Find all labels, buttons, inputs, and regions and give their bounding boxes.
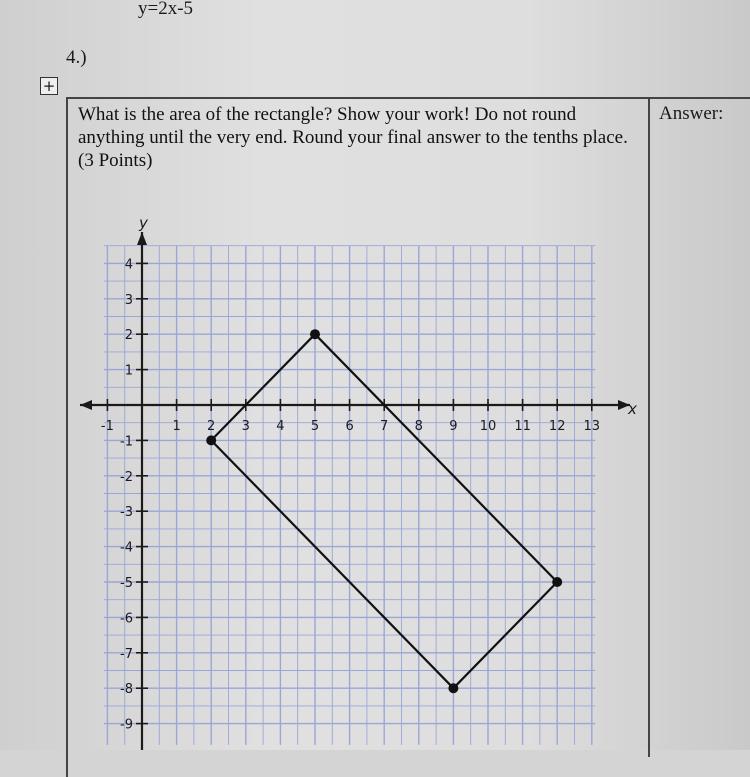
y-tick-label: -6 <box>120 611 133 627</box>
rectangle-vertex-point <box>552 577 562 587</box>
question-prompt: What is the area of the rectangle? Show your work! Do not round anything until the very end. Round your final answer to the tenths place. (3 Points) <box>78 104 628 171</box>
x-tick-label: 6 <box>345 419 354 434</box>
y-tick-label: -2 <box>120 469 133 485</box>
x-tick-label: 12 <box>548 419 566 434</box>
y-tick-label: -4 <box>120 540 133 556</box>
rectangle-vertex-point <box>206 435 216 445</box>
plus-in-box-icon[interactable]: + <box>40 77 58 95</box>
x-tick-label: 5 <box>310 419 320 434</box>
x-tick-label: 11 <box>514 419 531 434</box>
y-tick-label: -9 <box>120 717 133 733</box>
answer-label: Answer: <box>659 103 724 124</box>
y-tick-label: 1 <box>124 363 133 379</box>
x-tick-label: 3 <box>241 419 250 434</box>
y-tick-label: 2 <box>124 328 133 344</box>
y-tick-label: 4 <box>124 257 133 273</box>
y-tick-label: 3 <box>124 292 133 308</box>
x-tick-label: 2 <box>207 419 216 434</box>
x-tick-label: -1 <box>100 419 114 434</box>
question-number: 4.) <box>66 47 87 68</box>
y-tick-label: -7 <box>120 646 133 662</box>
x-tick-label: 4 <box>276 419 285 434</box>
y-tick-label: -3 <box>120 505 133 521</box>
x-axis-label: x <box>628 400 637 418</box>
y-axis-arrow-up <box>137 232 147 245</box>
x-tick-label: 10 <box>479 419 497 434</box>
grid-lines <box>104 246 595 745</box>
rectangle-vertex-point <box>310 329 320 339</box>
y-tick-label: -8 <box>120 682 133 698</box>
y-tick-label: -1 <box>120 434 133 450</box>
x-axis-arrow-left <box>80 400 92 410</box>
x-tick-label: 9 <box>449 419 458 434</box>
rectangle-vertex-point <box>448 683 458 693</box>
y-axis-label: y <box>139 214 148 232</box>
y-tick-label: -5 <box>120 576 133 591</box>
x-tick-label: 7 <box>380 419 389 434</box>
axes <box>80 232 630 750</box>
x-tick-label: 13 <box>583 419 601 434</box>
previous-equation: y=2x-5 <box>138 0 194 19</box>
x-tick-label: 8 <box>414 419 423 434</box>
x-tick-label: 1 <box>172 419 181 434</box>
